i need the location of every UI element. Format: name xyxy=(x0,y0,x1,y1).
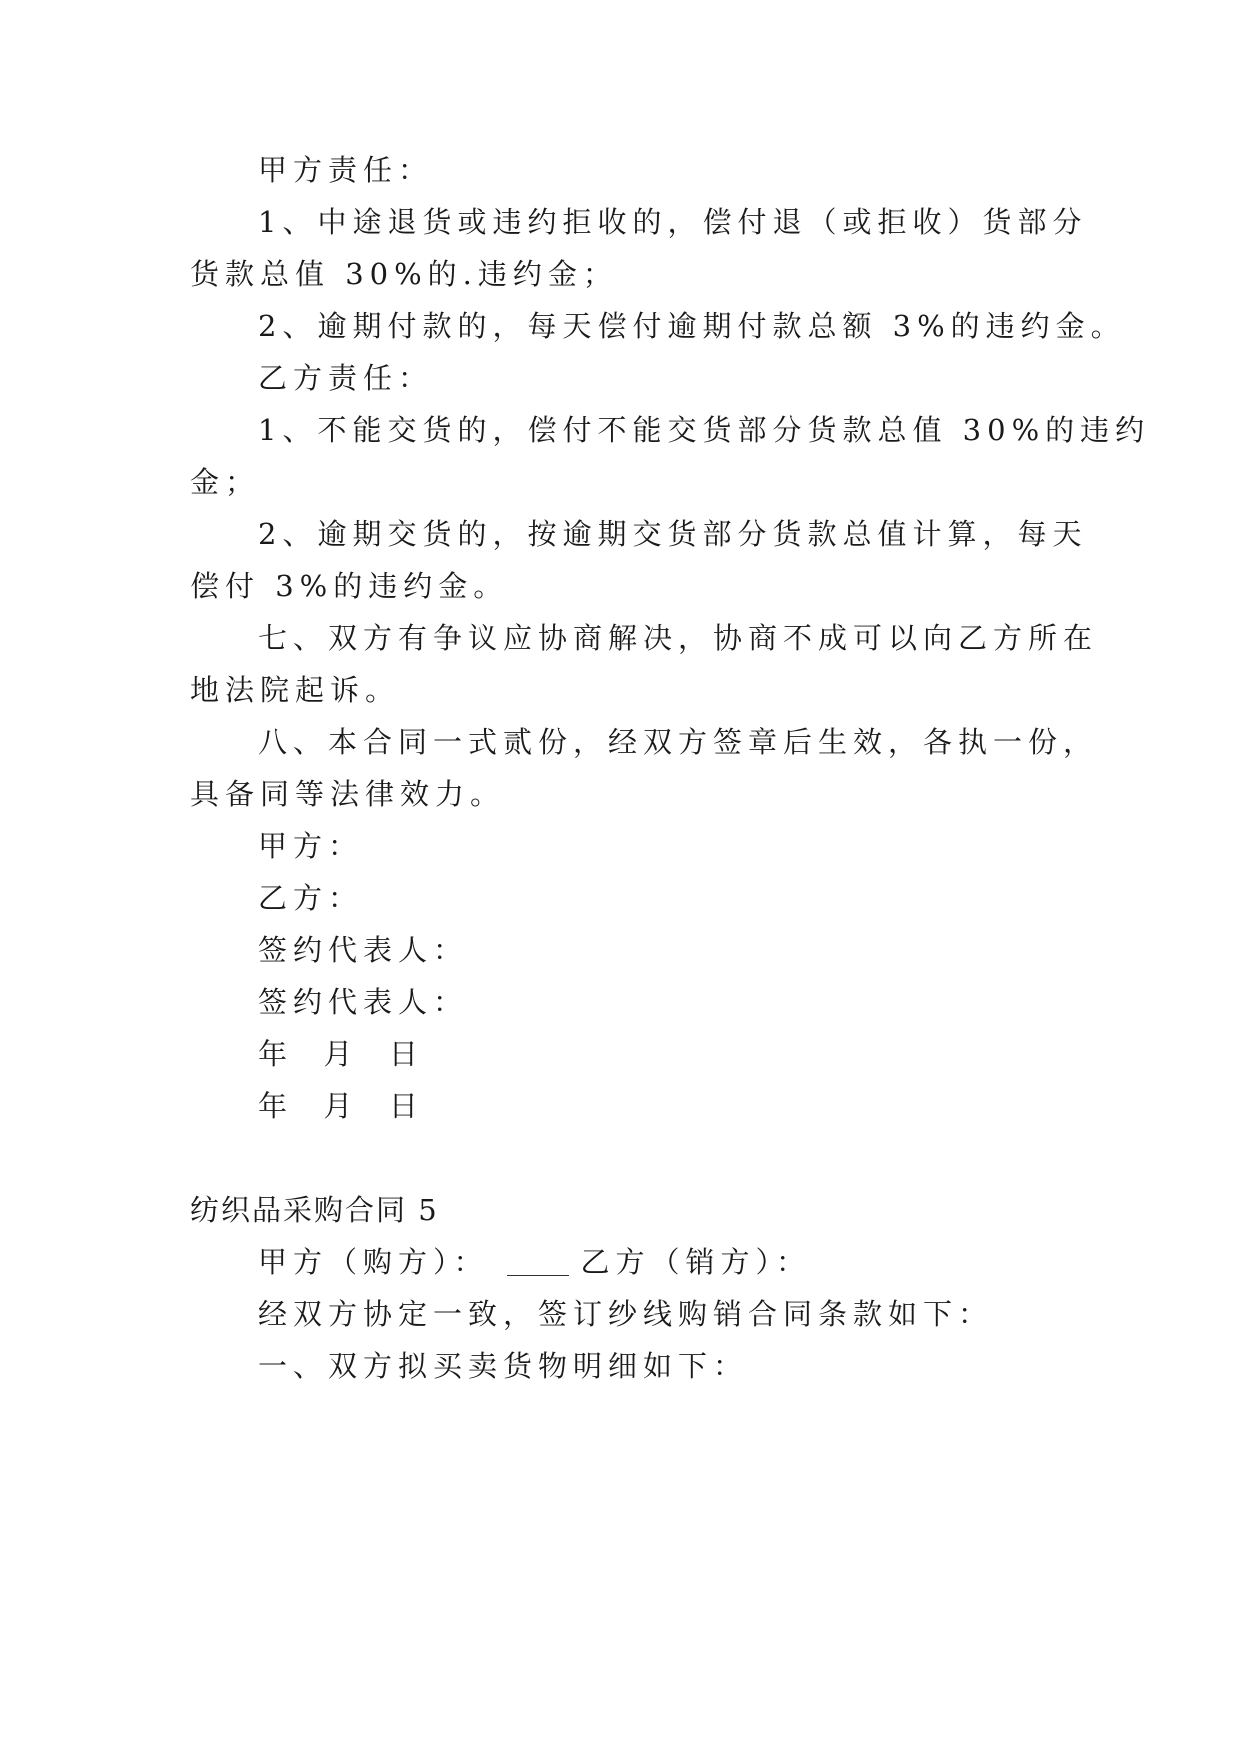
party-b-item1-line2: 金； xyxy=(190,465,261,499)
signature-party-b: 乙方： xyxy=(258,881,364,915)
signature-rep-a: 签约代表人： xyxy=(258,933,469,967)
buyer-blank xyxy=(507,1249,569,1276)
contract-intro: 经双方协定一致，签订纱线购销合同条款如下： xyxy=(258,1297,994,1331)
clause1: 一、双方拟买卖货物明细如下： xyxy=(258,1349,749,1383)
clause8-line2: 具备同等法律效力。 xyxy=(190,777,506,811)
party-a-liability-heading: 甲方责任： xyxy=(258,153,434,187)
party-a-item1-line1: 1、中途退货或违约拒收的，偿付退（或拒收）货部分 xyxy=(258,205,1088,239)
party-b-item2-line2: 偿付 3%的违约金。 xyxy=(190,569,509,603)
signature-date-a: 年 月 日 xyxy=(258,1037,424,1071)
signature-rep-b: 签约代表人： xyxy=(258,985,469,1019)
buyer-label: 甲方（购方）： xyxy=(258,1245,489,1279)
clause7-line2: 地法院起诉。 xyxy=(190,673,401,707)
contract-title: 纺织品采购合同 5 xyxy=(190,1193,439,1227)
clause8-line1: 八、本合同一式贰份，经双方签章后生效，各执一份， xyxy=(258,725,1099,759)
party-a-item1-line2: 货款总值 30%的.违约金； xyxy=(190,257,618,291)
seller-label: 乙方（销方）： xyxy=(580,1245,812,1279)
party-b-item1-line1: 1、不能交货的，偿付不能交货部分货款总值 30%的违约 xyxy=(258,413,1151,447)
party-a-item2: 2、逾期付款的，每天偿付逾期付款总额 3%的违约金。 xyxy=(258,309,1126,343)
party-b-liability-heading: 乙方责任： xyxy=(258,361,434,395)
party-b-item2-line1: 2、逾期交货的，按逾期交货部分货款总值计算，每天 xyxy=(258,517,1088,551)
signature-date-b: 年 月 日 xyxy=(258,1089,424,1123)
party-line xyxy=(258,1242,811,1282)
clause7-line1: 七、双方有争议应协商解决，协商不成可以向乙方所在 xyxy=(258,621,1099,655)
signature-party-a: 甲方： xyxy=(258,829,364,863)
